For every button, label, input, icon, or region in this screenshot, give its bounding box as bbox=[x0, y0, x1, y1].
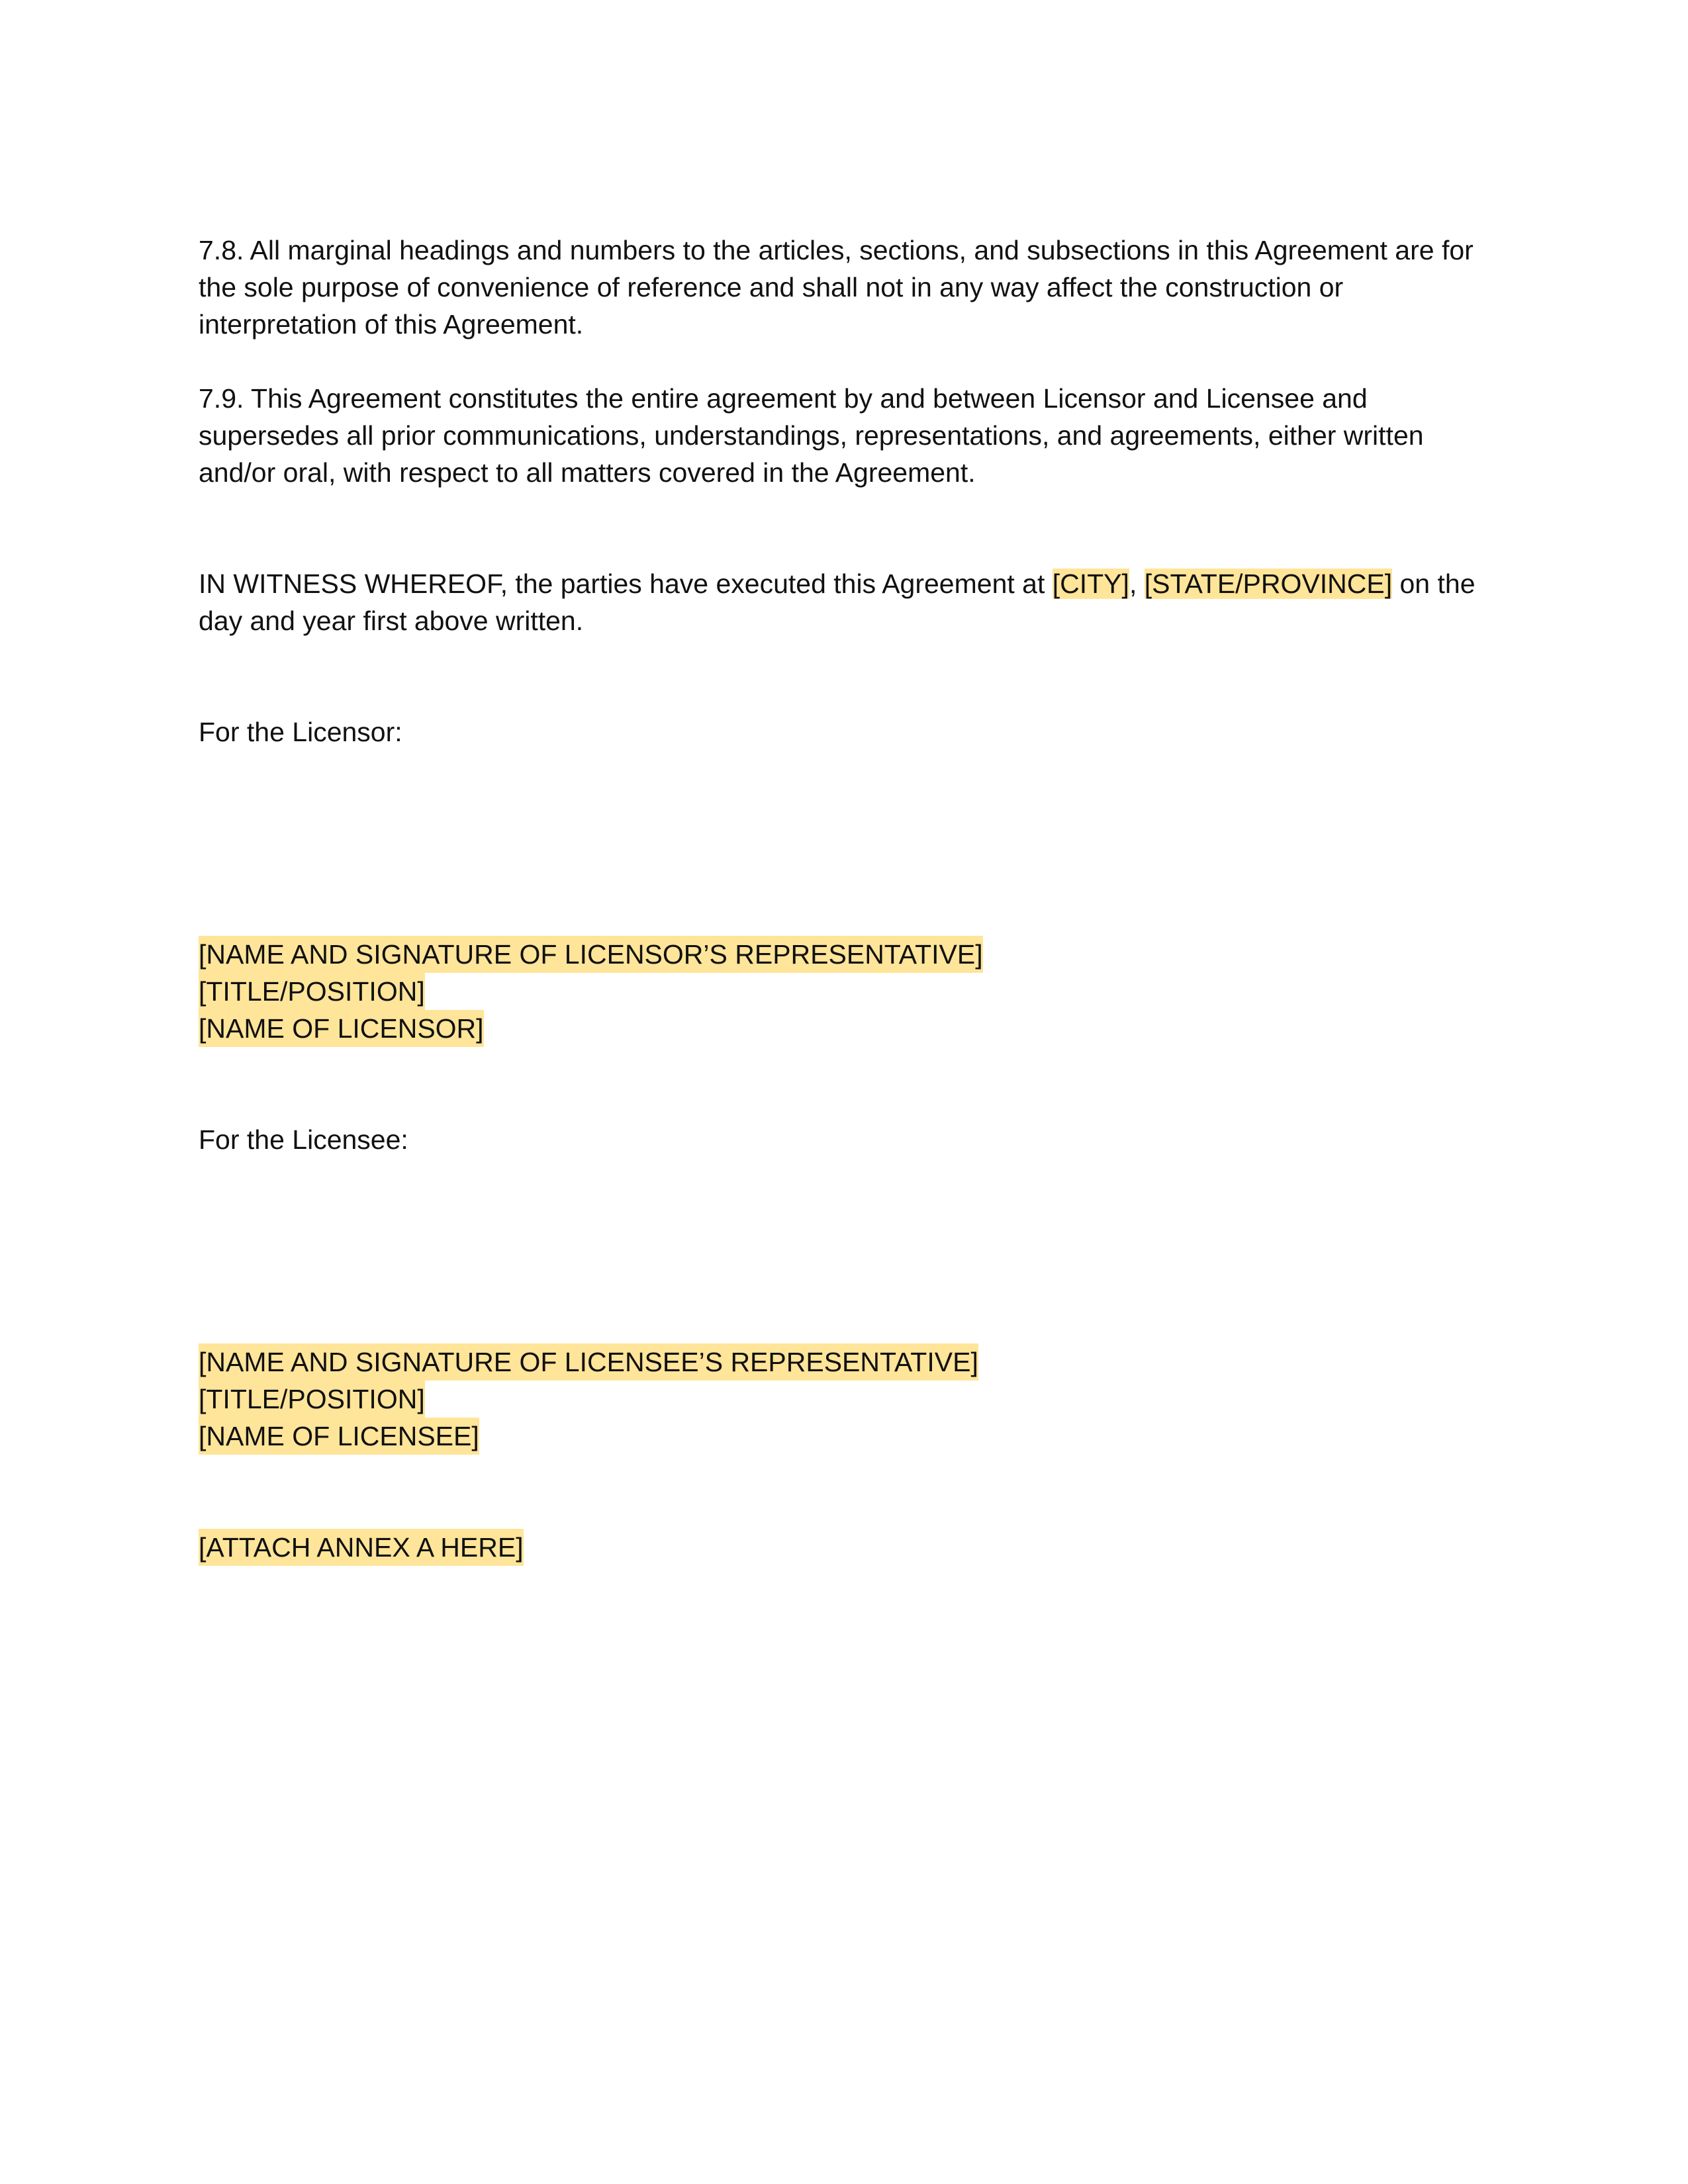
licensor-name-placeholder: [NAME OF LICENSOR] bbox=[199, 1010, 484, 1047]
licensee-signature-space bbox=[199, 1158, 1496, 1343]
document-page bbox=[199, 232, 1496, 1566]
annex-placeholder: [ATTACH ANNEX A HERE] bbox=[199, 1529, 524, 1566]
licensor-signature-space bbox=[199, 751, 1496, 936]
city-placeholder: [CITY] bbox=[1052, 569, 1129, 599]
witness-prefix: IN WITNESS WHEREOF, the parties have executed this Agreement at bbox=[199, 569, 1053, 599]
licensor-heading: For the Licensor: bbox=[199, 717, 402, 747]
witness-separator: , bbox=[1129, 569, 1145, 599]
licensor-title-placeholder: [TITLE/POSITION] bbox=[199, 973, 425, 1010]
licensor-representative-placeholder: [NAME AND SIGNATURE OF LICENSOR’S REPRESENTATIVE] bbox=[199, 936, 983, 973]
state-province-placeholder: [STATE/PROVINCE] bbox=[1144, 569, 1393, 599]
licensee-heading: For the Licensee: bbox=[199, 1124, 408, 1155]
licensee-name-placeholder: [NAME OF LICENSEE] bbox=[199, 1418, 479, 1455]
section-7-9-paragraph: 7.9. This Agreement constitutes the entire agreement by and between Licensor and Licensee and supersedes all prior communications, understandings, representations, and agreements, either written and/or oral, with respect to all matters covered in the Agreement. bbox=[199, 383, 1424, 488]
licensee-signature-block bbox=[199, 1343, 1496, 1455]
licensee-representative-placeholder: [NAME AND SIGNATURE OF LICENSEE’S REPRESENTATIVE] bbox=[199, 1343, 978, 1381]
section-7-8-paragraph: 7.8. All marginal headings and numbers to the articles, sections, and subsections in this Agreement are for the sole purpose of convenience of reference and shall not in any way affect the construction or interpretation of this Agreement. bbox=[199, 235, 1474, 340]
licensor-signature-block bbox=[199, 936, 1496, 1047]
licensee-title-placeholder: [TITLE/POSITION] bbox=[199, 1381, 425, 1418]
witness-suffix: on the day and year first above written. bbox=[199, 569, 1476, 636]
witness-clause bbox=[199, 565, 1496, 639]
